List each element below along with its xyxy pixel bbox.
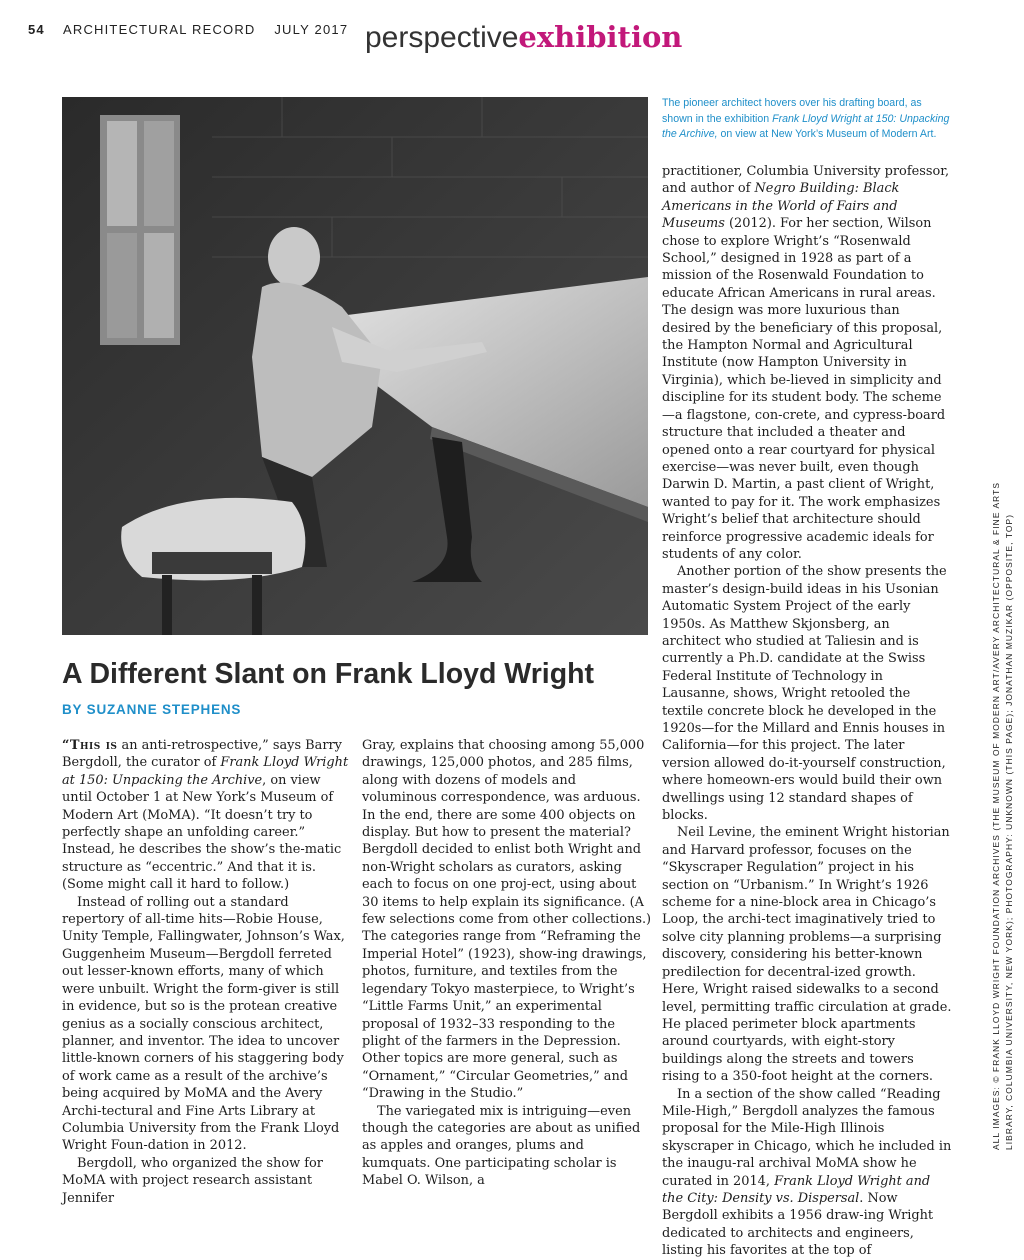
text-column-2 [362, 737, 652, 1190]
running-header [28, 22, 348, 37]
photo-credit [990, 450, 1016, 1150]
photo-caption [662, 96, 952, 143]
issue-date: JULY 2017 [274, 22, 349, 37]
article-byline: BY SUZANNE STEPHENS [62, 702, 242, 717]
exhibition-title: Frank Lloyd Wright at 150: Unpacking the Archive [62, 755, 349, 788]
section-title-light: perspective [365, 21, 519, 54]
text-run: . Now Bergdoll exhibits a 1956 draw-ing Wright dedicated to architects and engineers, listing his favorites at the top of [662, 1190, 934, 1259]
paragraph [662, 163, 952, 563]
article-headline: A Different Slant on Frank Lloyd Wright [62, 658, 595, 690]
text-run: practitioner, Columbia University professor, and author of [662, 164, 950, 197]
exhibition-title: Frank Lloyd Wright and the City: Density vs. Dispersal [662, 1173, 931, 1206]
text-column-3 [662, 163, 952, 1260]
section-title-bold: exhibition [518, 20, 683, 54]
paragraph [662, 1086, 952, 1260]
paragraph: Neil Levine, the eminent Wright historian and Harvard professor, focuses on the “Skyscraper Regulation” project in his section on “Urbanism.” In Wright’s 1926 scheme for a nine-block area in Chicago’s Loop, the archi-tect imaginatively tried to solve city planning problems—a surprising discovery, considering his better-known predilection for decentral-ized growth. Here, Wright raised sidewalks to a second level, permitting traffic circulation at grade. He placed perimeter block apartments around courtyards, with eight-story buildings along the streets and towers rising to a 350-foot height at the corners. [662, 825, 952, 1085]
text-run: In a section of the show called “Reading Mile-High,” Bergdoll analyzes the famous proposal for the Mile-High Illinois skyscraper in Chicago, which he included in the inaugu-ral archival MoMA show he curated in 2014, [662, 1086, 952, 1189]
credit-line-2: LIBRARY, COLUMBIA UNIVERSITY, NEW YORK); PHOTOGRAPHY: UNKNOWN (THIS PAGE); JONATHAN MUZIKAR (OPPOSITE, TOP) [1004, 513, 1014, 1150]
caption-text-pre: The pioneer architect hovers over his drafting board, as shown in the exhibition [662, 97, 922, 125]
lead-in: “This is [62, 738, 118, 753]
book-title: Negro Building: Black Americans in the World of Fairs and Museums [662, 181, 900, 232]
caption-exhibition-title: Frank Lloyd Wright at 150: Unpacking the Archive, [662, 112, 950, 140]
photo-illustration [62, 97, 648, 635]
text-run: (2012). For her section, Wilson chose to explore Wright’s “Rosenwald School,” designed in 1928 as part of a mission of the Rosenwald Foundation to educate African Americans in rural areas. The design was more luxurious than desired by the beneficiary of this proposal, the Hampton Normal and Agricultural Institute (now Hampton University in Virginia), which be-lieved in simplicity and discipline for its student body. The scheme—a flagstone, con-crete, and cypress-board structure that included a theater and opened onto a rear courtyard for physical exercise—was never built, even though Darwin D. Martin, a past client of Wright, wanted to pay for it. The work emphasizes Wright’s belief that architecture should reinforce progressive academic ideals for students of any color. [662, 216, 946, 562]
text-column-1 [62, 737, 352, 1207]
magazine-name: ARCHITECTURAL RECORD [62, 22, 256, 37]
section-title [365, 18, 682, 57]
paragraph: Gray, explains that choosing among 55,000 drawings, 125,000 photos, and 285 films, along with dozens of models and voluminous correspondence, was arduous. In the end, there are some 400 objects on display. But how to present the material? Bergdoll decided to enlist both Wright and non-Wright scholars as curators, asking each to focus on one proj-ect, using about 30 items to help explain its significance. (A few selections come from other collections.) The categories range from “Reframing the Imperial Hotel” (1923), show-ing drawings, photos, furniture, and textiles from the legendary Tokyo masterpiece, to Wright’s “Little Farms Unit,” an experimental proposal of 1932–33 responding to the plight of the farmers in the Depression. Other topics are more general, such as “Ornament,” “Circular Geometries,” and “Drawing in the Studio.” [362, 738, 652, 1102]
paragraph: The variegated mix is intriguing—even though the categories are about as unified as apples and oranges, plums and kumquats. One participating scholar is Mabel O. Wilson, a [362, 1103, 641, 1189]
article-photo [62, 97, 648, 635]
paragraph [62, 737, 352, 894]
caption-text-post: on view at New York’s Museum of Modern Art. [717, 128, 937, 140]
page-number: 54 [28, 22, 45, 37]
paragraph: Another portion of the show presents the master’s design-build ideas in his Usonian Automatic System Project of the early 1950s. As Matthew Skjonsberg, an architect who studied at Taliesin and is currently a Ph.D. candidate at the Swiss Federal Institute of Technology in Lausanne, shows, Wright retooled the textile concrete block he developed in the 1920s—for the Millard and Ennis houses in California—for this project. The later version allowed do-it-yourself construction, where homeown-ers would build their own dwellings using 12 standard shapes of blocks. [662, 564, 947, 824]
credit-line-1: ALL IMAGES: © FRANK LLOYD WRIGHT FOUNDATION ARCHIVES (THE MUSEUM OF MODERN ART/AVERY ARCHITECTURAL & FINE ARTS [991, 481, 1001, 1150]
text-run: , on view until October 1 at New York’s Museum of Modern Art (MoMA). “It doesn’t try to perfectly shape an unfolding career.” Instead, he describes the show’s the-matic structure as “eccentric.” And that it is. (Some might call it hard to follow.) [62, 772, 342, 893]
paragraph: Bergdoll, who organized the show for MoMA with project research assistant Jennifer [62, 1155, 323, 1206]
paragraph: Instead of rolling out a standard repertory of all-time hits—Robie House, Unity Temple, Fallingwater, Johnson’s Wax, Guggenheim Museum—Bergdoll ferreted out lesser-known efforts, many of which were unbuilt. Wright the form-giver is still in evidence, but so is the protean creative genius as a socially conscious architect, planner, and inventor. The idea to uncover little-known corners of his staggering body of work came as a result of the archive’s being acquired by MoMA and the Avery Archi-tectural and Fine Arts Library at Columbia University from the Frank Lloyd Wright Foun-dation in 2012. [62, 894, 345, 1154]
text-run: an anti-retrospective,” says Barry Bergdoll, the curator of [62, 738, 342, 771]
